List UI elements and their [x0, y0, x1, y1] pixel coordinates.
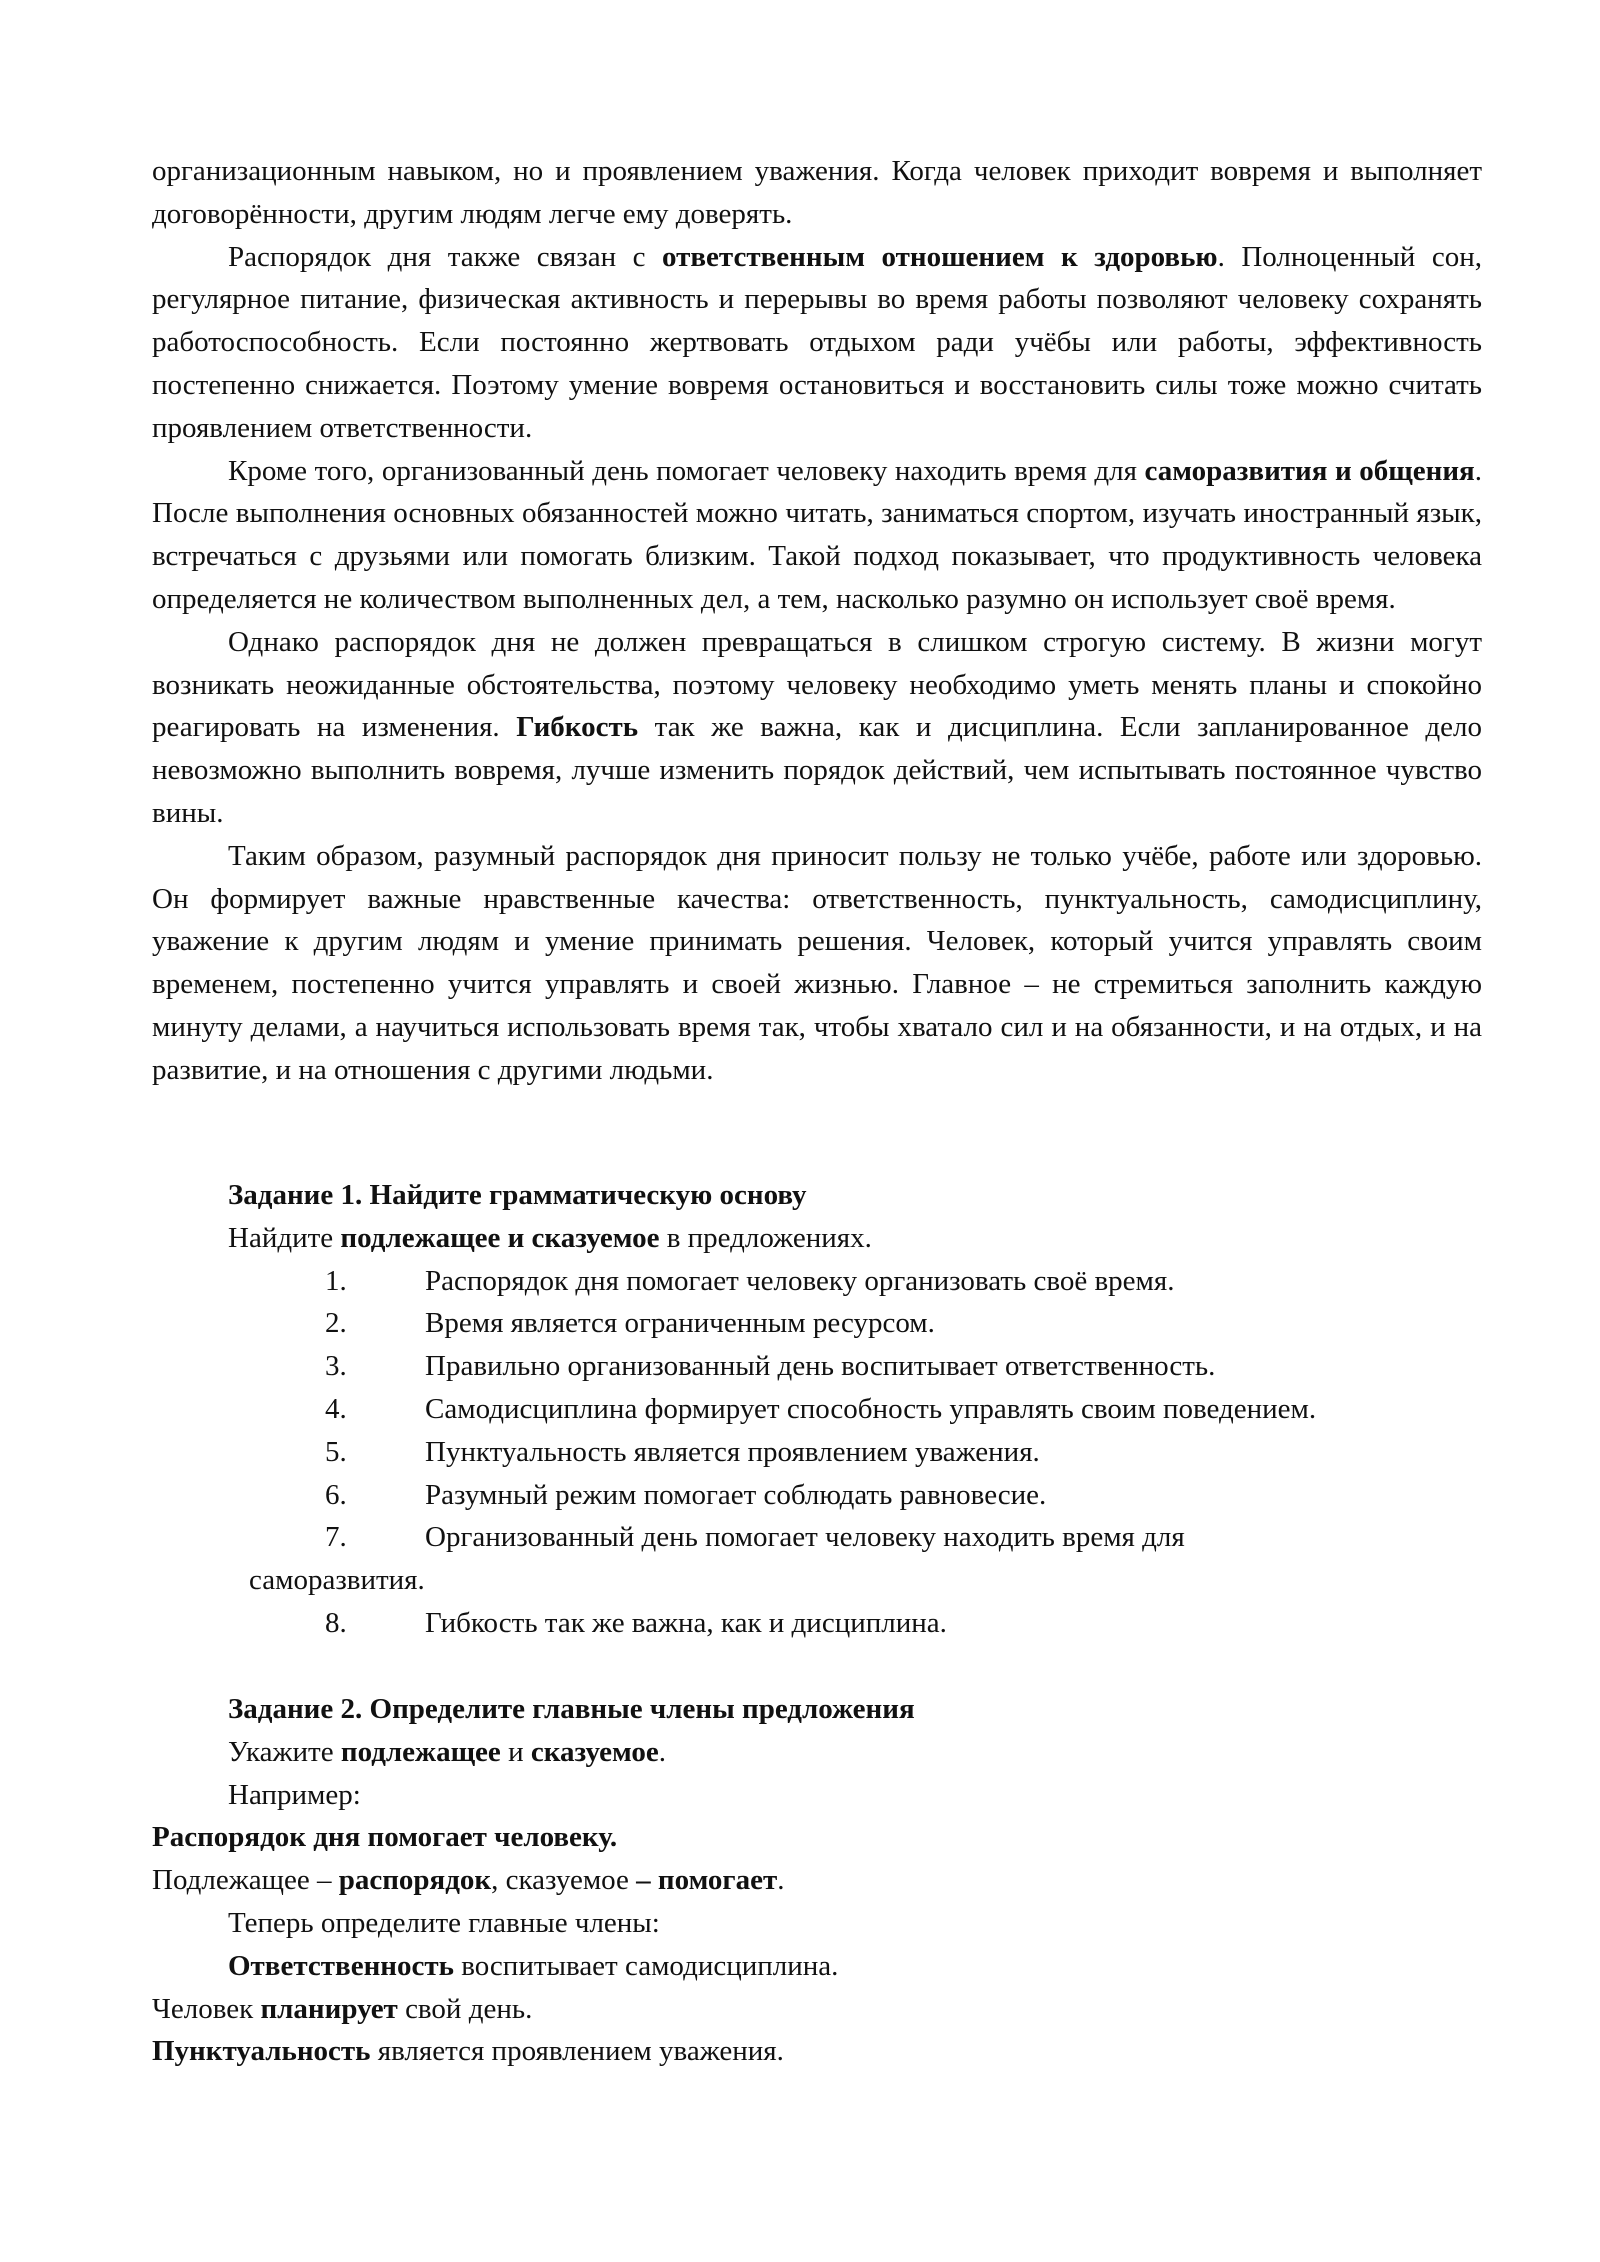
answer-bold: помогает	[657, 1864, 778, 1897]
exercise-text: является проявлением уважения.	[370, 2035, 784, 2068]
item-number: 5.	[325, 1435, 347, 1468]
bold-phrase: Гибкость	[516, 711, 639, 744]
instruction-text: Укажите	[228, 1735, 341, 1768]
item-number: 7.	[325, 1521, 347, 1554]
task-title: Задание 1. Найдите грамматическую основу	[228, 1179, 807, 1211]
instruction-bold: сказуемое	[530, 1735, 659, 1768]
item-number: 4.	[325, 1392, 347, 1425]
paragraph-4	[152, 621, 1482, 835]
exercise-text: Человек	[152, 1992, 261, 2025]
item-number: 3.	[325, 1350, 347, 1383]
task-1-instruction	[152, 1217, 1482, 1260]
instruction-bold: подлежащее	[340, 1735, 501, 1768]
paragraph-text: Таким образом, разумный распорядок дня приносит пользу не только учёбе, работе или здоровью. Он формирует важные нравственные качества: ответственность, пунктуальность, самодисциплину, уважение к другим людям и умение принимать решения. Человек, который учится управлять своим временем, постепенно учится управлять и своей жизнью. Главное – не стремиться заполнить каждую минуту делами, а научиться использовать время так, чтобы хватало сил и на обязанности, и на отдых, и на развитие, и на отношения с другими людьми.	[152, 839, 1482, 1086]
instruction-text: Найдите	[228, 1221, 341, 1254]
exercise-bold: Пунктуальность	[152, 2035, 371, 2068]
bold-phrase: саморазвития и общения	[1144, 454, 1475, 487]
item-text: Организованный день помогает человеку находить время для	[425, 1521, 1185, 1554]
example-sentence-text: Распорядок дня помогает человеку.	[152, 1821, 618, 1854]
paragraph-text: . Полноценный сон, регулярное питание, физическая активность и перерывы во время работы позволяют человеку сохранять работоспособность. Если постоянно жертвовать отдыхом ради учёбы или работы, эффективность постепенно снижается. Поэтому умение вовремя остановиться и восстановить силы тоже можно считать проявлением ответственности.	[152, 240, 1482, 444]
exercise-text: свой день.	[397, 1992, 533, 2025]
paragraph-text: так же важна, как и дисциплина. Если запланированное дело невозможно выполнить вовремя, лучше изменить порядок действий, чем испытывать постоянное чувство вины.	[152, 711, 1483, 829]
now-label: Теперь определите главные члены:	[228, 1906, 660, 1939]
task-1	[152, 1174, 1482, 1645]
item-text: Разумный режим помогает соблюдать равновесие.	[425, 1478, 1047, 1511]
task-title: Задание 2. Определите главные члены предложения	[228, 1693, 915, 1725]
instruction-text: .	[658, 1735, 667, 1768]
paragraph-text: Однако распорядок дня не должен превращаться в слишком строгую систему. В жизни могут возникать неожиданные обстоятельства, поэтому человеку необходимо уметь менять планы и спокойно реагировать на изменения.	[152, 625, 1482, 744]
item-number: 6.	[325, 1478, 347, 1511]
list-item	[152, 1516, 1482, 1602]
example-answer	[152, 1859, 1482, 1902]
item-text-continued: саморазвития.	[249, 1564, 425, 1597]
paragraph-text: . После выполнения основных обязанностей можно читать, заниматься спортом, изучать иностранный язык, встречаться с друзьями или помогать близким. Такой подход показывает, что продуктивность человека определяется не количеством выполненных дел, а тем, насколько разумно он использует своё время.	[152, 454, 1482, 615]
paragraph-3	[152, 450, 1482, 621]
item-number: 8.	[325, 1606, 347, 1639]
instruction-bold: подлежащее и сказуемое	[340, 1221, 660, 1254]
paragraph-text: Кроме того, организованный день помогает человеку находить время для	[228, 454, 1145, 487]
answer-bold: распорядок	[338, 1864, 492, 1897]
paragraph-2	[152, 236, 1482, 450]
answer-bold: –	[636, 1864, 651, 1897]
example-label: Например:	[228, 1778, 361, 1811]
item-number: 2.	[325, 1307, 347, 1340]
list-item	[152, 1260, 1482, 1303]
essay-body	[152, 150, 1482, 1092]
example-sentence	[152, 1816, 1482, 1859]
sentence-list	[152, 1260, 1482, 1645]
exercise-sentence	[152, 1945, 1482, 1988]
list-item	[152, 1345, 1482, 1388]
item-text: Правильно организованный день воспитывает ответственность.	[425, 1350, 1216, 1383]
list-item	[152, 1474, 1482, 1517]
list-item	[152, 1431, 1482, 1474]
item-text: Время является ограниченным ресурсом.	[425, 1307, 935, 1340]
task-2-instruction	[152, 1731, 1482, 1774]
exercise-sentence	[152, 1988, 1482, 2031]
list-item	[152, 1302, 1482, 1345]
task-2	[152, 1688, 1482, 2073]
list-item	[152, 1388, 1482, 1431]
exercise-bold: Ответственность	[228, 1949, 454, 1982]
paragraph-text: Распорядок дня также связан с	[228, 240, 663, 273]
instruction-text: в предложениях.	[659, 1221, 872, 1254]
paragraph-1	[152, 150, 1482, 236]
task-1-title	[152, 1174, 1482, 1217]
answer-text: .	[777, 1864, 785, 1897]
list-item	[152, 1602, 1482, 1645]
item-text: Самодисциплина формирует способность управлять своим поведением.	[425, 1392, 1317, 1425]
exercise-bold: планирует	[260, 1992, 398, 2025]
item-text: Распорядок дня помогает человеку организовать своё время.	[425, 1264, 1175, 1297]
answer-text	[651, 1864, 658, 1896]
item-text: Гибкость так же важна, как и дисциплина.	[425, 1606, 947, 1639]
bold-phrase: ответственным отношением к здоровью	[662, 240, 1218, 273]
paragraph-5	[152, 835, 1482, 1092]
answer-text: , сказуемое	[491, 1864, 637, 1897]
task-2-title	[152, 1688, 1482, 1731]
item-text: Пунктуальность является проявлением уважения.	[425, 1435, 1040, 1468]
instruction-text: и	[500, 1735, 531, 1768]
exercise-text: воспитывает самодисциплина.	[453, 1949, 839, 1982]
paragraph-text: организационным навыком, но и проявлением уважения. Когда человек приходит вовремя и выполняет договорённости, другим людям легче ему доверять.	[152, 155, 1482, 230]
item-number: 1.	[325, 1264, 347, 1297]
exercise-sentence	[152, 2030, 1482, 2073]
answer-text: Подлежащее –	[152, 1864, 339, 1897]
